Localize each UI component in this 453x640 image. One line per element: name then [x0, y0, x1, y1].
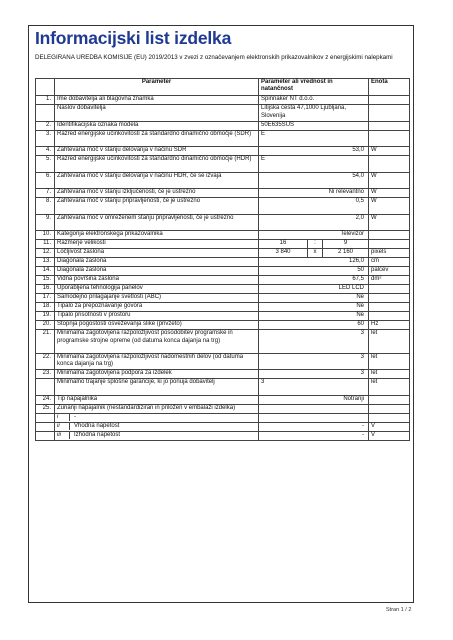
row-parameter: Stopnja pogostosti osveževanja slike (privzeto)	[55, 321, 259, 330]
table-row	[36, 267, 410, 276]
row-number: 22.	[36, 353, 55, 370]
row-unit: let	[369, 370, 410, 379]
value-separator: x	[308, 249, 323, 257]
row-parameter: Zahtevana moč v stanju delovanja v načinu HDR, če se izvaja	[55, 172, 259, 189]
row-value: 2,0	[259, 214, 369, 231]
row-number: 14.	[36, 267, 55, 276]
table-row	[36, 105, 410, 122]
row-unit	[369, 312, 410, 321]
row-unit: dm²	[369, 276, 410, 285]
row-parameter: Zahtevana moč v stanju delovanja v načinu SDR	[55, 147, 259, 156]
row-unit: pixels	[369, 249, 410, 258]
row-number: 19.	[36, 312, 55, 321]
row-unit: cm	[369, 258, 410, 267]
table-row	[36, 395, 410, 404]
row-unit	[369, 413, 410, 422]
table-row	[36, 285, 410, 294]
row-sub-index: ii	[55, 423, 70, 431]
table-row	[36, 379, 410, 396]
table-row	[36, 231, 410, 240]
row-parameter: Ime dobavitelja ali blagovna znamka	[55, 96, 259, 105]
row-parameter: Ločljivost zaslona	[55, 249, 259, 258]
row-value: 3	[259, 330, 369, 354]
row-number: 21.	[36, 330, 55, 354]
row-unit: W	[369, 189, 410, 198]
row-unit	[369, 231, 410, 240]
row-sub-label: -	[74, 413, 76, 420]
table-row	[36, 422, 410, 431]
table-row	[36, 156, 410, 173]
table-row	[36, 258, 410, 267]
row-unit	[369, 395, 410, 404]
page-footer: Stran 1 / 2	[386, 607, 412, 613]
table-row	[36, 189, 410, 198]
row-number: 23.	[36, 370, 55, 379]
row-unit: Hz	[369, 321, 410, 330]
row-parameter: Razred energijske učinkovitosti za standardno dinamično območje (SDR)	[55, 130, 259, 147]
table-header-row	[36, 79, 410, 96]
row-number: 5.	[36, 156, 55, 173]
row-value: Notranji	[259, 395, 369, 404]
row-parameter: Tipalo prisotnosti v prostoru	[55, 312, 259, 321]
row-unit	[369, 404, 410, 413]
row-value: 60	[259, 321, 369, 330]
row-value: 53,0	[259, 147, 369, 156]
header-number	[36, 79, 55, 96]
table-row	[36, 321, 410, 330]
row-value: Litijska cesta 47,1000 Ljubljana, Slovenija	[259, 105, 369, 122]
table-row	[36, 353, 410, 370]
row-value	[259, 249, 369, 258]
row-parameter: Diagonala zaslona	[55, 258, 259, 267]
row-sub-label: Izhodna napetost	[74, 431, 121, 438]
table-row	[36, 240, 410, 249]
value-part-1: 16	[259, 240, 308, 248]
row-parameter: Uporabljena tehnologija panelov	[55, 285, 259, 294]
row-value: Spinnaker NT d.o.o.	[259, 96, 369, 105]
row-parameter: Naslov dobavitelja	[55, 105, 259, 122]
row-unit: W	[369, 172, 410, 189]
row-number: 24.	[36, 395, 55, 404]
table-row	[36, 370, 410, 379]
table-row	[36, 121, 410, 130]
row-number: 6.	[36, 172, 55, 189]
row-parameter: Minimalna zagotovljena razpoložljivost posodobitev programske in programske strojne opreme (od datuma konca dajanja na trg)	[55, 330, 259, 354]
row-parameter: Razmerje velikosti	[55, 240, 259, 249]
row-unit: let	[369, 379, 410, 396]
row-number: 16.	[36, 285, 55, 294]
table-row	[36, 330, 410, 354]
row-value: Ne	[259, 303, 369, 312]
regulation-intro: DELEGIRANA UREDBA KOMISIJE (EU) 2019/2013 v zvezi z označevanjem elektronskih prikazovalnikov z energijskimi nalepkami	[35, 54, 393, 61]
row-value: 50	[259, 267, 369, 276]
row-value: 3	[259, 379, 369, 396]
row-number: 13.	[36, 258, 55, 267]
header-unit: Enota	[369, 79, 410, 96]
row-unit	[369, 96, 410, 105]
row-unit	[369, 303, 410, 312]
row-parameter: Tipalo za prepoznavanje govora	[55, 303, 259, 312]
row-value	[259, 413, 369, 422]
row-value: 126,0	[259, 258, 369, 267]
row-parameter: Zahtevana moč v omreženem stanju pripravljenosti, če je ustrezno	[55, 214, 259, 231]
row-number: 4.	[36, 147, 55, 156]
table-row	[36, 404, 410, 413]
value-part-2: 2 160	[337, 249, 353, 255]
row-value: 3	[259, 353, 369, 370]
document-title: Informacijski list izdelka	[35, 28, 232, 48]
row-unit: let	[369, 330, 410, 354]
row-unit: V	[369, 422, 410, 431]
row-number	[36, 105, 55, 122]
row-number: 2.	[36, 121, 55, 130]
row-value: 54,0	[259, 172, 369, 189]
table-row	[36, 249, 410, 258]
value-part-1: 3 840	[259, 249, 308, 257]
row-number	[36, 379, 55, 396]
value-part-2: 9	[343, 240, 348, 246]
row-value: -	[259, 422, 369, 431]
row-parameter: Tip napajalnika	[55, 395, 259, 404]
row-unit	[369, 240, 410, 249]
row-parameter: Minimalna zagotovljena razpoložljivost nadomestnih delov (od datuma konca dajanja na trg)	[55, 353, 259, 370]
row-parameter: Razred energijske učinkovitosti za standardno dinamično območje (HDR)	[55, 156, 259, 173]
table-row	[36, 294, 410, 303]
row-value: E	[259, 156, 369, 173]
header-value: Parameter ali vrednost in natančnost	[259, 79, 369, 96]
row-parameter	[55, 413, 259, 422]
row-unit	[369, 156, 410, 173]
row-unit: W	[369, 214, 410, 231]
table-row	[36, 198, 410, 215]
row-number: 9.	[36, 214, 55, 231]
row-parameter: Zunanji napajalnik (nestandardiziran in priložen v embalaži izdelka)	[55, 404, 259, 413]
row-number: 20.	[36, 321, 55, 330]
table-row	[36, 276, 410, 285]
row-value: -	[259, 431, 369, 440]
row-value: Televizor	[259, 231, 369, 240]
row-value	[259, 240, 369, 249]
row-number: 11.	[36, 240, 55, 249]
row-sub-label: Vhodna napetost	[74, 422, 120, 429]
table-row	[36, 172, 410, 189]
value-separator: :	[308, 240, 323, 248]
row-value: 50E635SUS	[259, 121, 369, 130]
row-parameter	[55, 422, 259, 431]
row-value	[259, 404, 369, 413]
table-row	[36, 214, 410, 231]
product-info-table	[35, 78, 410, 441]
row-number: 3.	[36, 130, 55, 147]
row-number: 8.	[36, 198, 55, 215]
table-row	[36, 147, 410, 156]
row-value: E	[259, 130, 369, 147]
table-row	[36, 431, 410, 440]
row-unit	[369, 285, 410, 294]
row-sub-index: i	[55, 414, 70, 422]
row-unit: W	[369, 198, 410, 215]
row-unit	[369, 130, 410, 147]
row-number: 15.	[36, 276, 55, 285]
row-number	[36, 422, 55, 431]
row-parameter: Identifikacijska oznaka modela	[55, 121, 259, 130]
header-parameter: Parameter	[55, 79, 259, 96]
row-sub-index: iii	[55, 432, 70, 440]
row-parameter: Minimalna zagotovljena podpora za izdelek	[55, 370, 259, 379]
row-number: 1.	[36, 96, 55, 105]
row-number: 18.	[36, 303, 55, 312]
row-number: 12.	[36, 249, 55, 258]
row-number: 7.	[36, 189, 55, 198]
row-value: 3	[259, 370, 369, 379]
product-info-sheet	[28, 25, 414, 603]
row-parameter: Zahtevana moč v stanju pripravljenosti, če je ustrezno	[55, 198, 259, 215]
row-parameter: Minimalno trajanje splošne garancije, ki jo ponuja dobavitelj	[55, 379, 259, 396]
row-parameter: Samodejno prilagajanje svetlosti (ABC)	[55, 294, 259, 303]
row-parameter	[55, 431, 259, 440]
row-number: 25.	[36, 404, 55, 413]
row-unit	[369, 105, 410, 122]
row-number: 10.	[36, 231, 55, 240]
row-unit: let	[369, 353, 410, 370]
table-row	[36, 130, 410, 147]
row-parameter: Zahtevana moč v stanju izključenosti, če je ustrezno	[55, 189, 259, 198]
table-row	[36, 96, 410, 105]
row-value: Ni relevantno	[259, 189, 369, 198]
table-row	[36, 312, 410, 321]
row-value: 67,5	[259, 276, 369, 285]
row-value: LED LCD	[259, 285, 369, 294]
row-parameter: Vidna površina zaslona	[55, 276, 259, 285]
row-value: 0,5	[259, 198, 369, 215]
table-row	[36, 413, 410, 422]
table-row	[36, 303, 410, 312]
row-unit	[369, 121, 410, 130]
row-value: Ne	[259, 312, 369, 321]
row-unit: palcev	[369, 267, 410, 276]
row-number	[36, 431, 55, 440]
row-value: Ne	[259, 294, 369, 303]
row-number: 17.	[36, 294, 55, 303]
row-unit	[369, 294, 410, 303]
row-unit: W	[369, 147, 410, 156]
row-parameter: Diagonala zaslona	[55, 267, 259, 276]
row-parameter: Kategorija elektronskega prikazovalnika	[55, 231, 259, 240]
row-number	[36, 413, 55, 422]
row-unit: V	[369, 431, 410, 440]
